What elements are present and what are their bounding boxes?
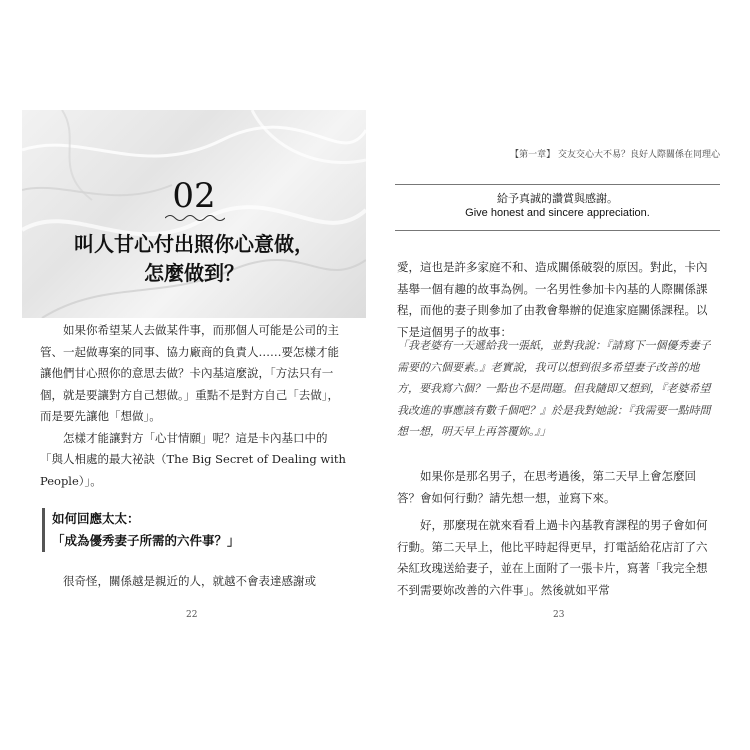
quote-rule-bottom	[395, 230, 720, 231]
paragraph: 好，那麼現在就來看看上過卡內基教育課程的男子會如何行動。第二天早上，他比平時起得更早，打電話給花店訂了六朵紅玫瑰送給妻子，並在上面附了一張卡片，寫著「我完全想不到需要妳改善的六件事」。然後就如平常	[397, 518, 708, 597]
paragraph: 如果你是那名男子，在思考過後，第二天早上會怎麼回答？會如何行動？請先想一想，並寫下來。	[397, 469, 696, 505]
right-body-2	[397, 466, 717, 601]
quote-rule-top	[395, 184, 720, 185]
question-line2: 「成為優秀妻子所需的六件事？」	[52, 533, 240, 548]
quote-english: Give honest and sincere appreciation.	[465, 207, 650, 219]
paragraph: 很奇怪，關係越是親近的人，就越不會表達感謝或	[63, 574, 316, 588]
left-body	[40, 320, 346, 492]
left-body-tail	[40, 571, 346, 593]
chapter-title-line2: 怎麼做到？	[144, 261, 244, 285]
paragraph: 如果你希望某人去做某件事，而那個人可能是公司的主管、一起做專案的同事、協力廠商的負責人……要怎樣才能讓他們甘心照你的意思去做？卡內基這麼說，「方法只有一個，就是要讓對方自己想做。」重點不是對方自己「去做」，而是要先讓他「想做」。	[40, 323, 339, 423]
letter-quote: 「我老婆有一天遞給我一張紙，並對我說：『請寫下一個優秀妻子需要的六個要素。』老實說，我可以想到很多希望妻子改善的地方，要我寫六個？一點也不是問題。但我隨即又想到，『老婆希望我改進的事應該有數千個吧？』於是我對她說：『我需要一點時間想一想，明天早上再答覆妳。』」	[397, 339, 711, 438]
chapter-hero-banner	[22, 110, 366, 318]
question-callout	[42, 508, 352, 552]
chapter-number: 02	[172, 176, 216, 216]
quote-chinese: 給予真誠的讚賞與感謝。	[497, 192, 618, 205]
right-page	[385, 110, 730, 640]
left-page	[22, 110, 366, 640]
question-line1: 如何回應太太：	[52, 511, 140, 526]
paragraph: 怎樣才能讓對方「心甘情願」呢？這是卡內基口中的「與人相處的最大祕訣（The Big Secret of Dealing with People）」。	[40, 430, 346, 488]
ornament-divider	[165, 213, 225, 223]
paragraph: 愛，這也是許多家庭不和、造成關係破裂的原因。對此，卡內基舉一個有趣的故事為例。一名男性參加卡內基的人際關係課程，而他的妻子則參加了由教會舉辦的促進家庭關係課程。以下是這個男子的故事：	[397, 260, 708, 339]
page-number: 22	[186, 610, 198, 620]
chapter-title-line1: 叫人甘心付出照你心意做，	[74, 232, 314, 256]
right-body	[397, 257, 717, 343]
page-number: 23	[553, 610, 565, 620]
running-head: 【第一章】 交友交心大不易？良好人際關係在同理心	[510, 150, 720, 160]
